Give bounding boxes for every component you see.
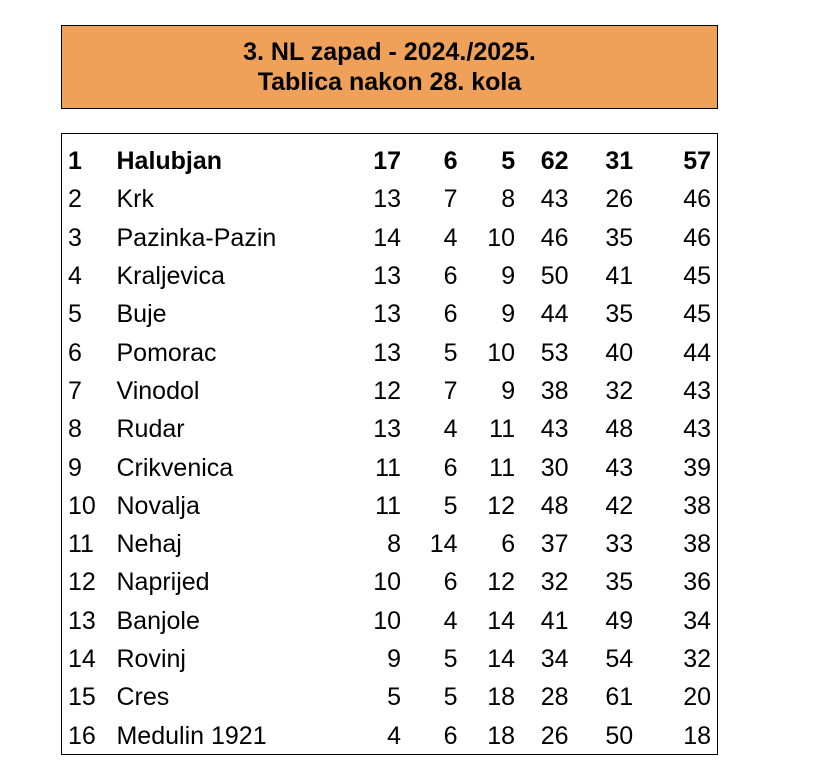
position-cell: 12 (68, 568, 96, 597)
goals-against-cell: 42 (605, 491, 634, 520)
won-cell: 13 (373, 300, 402, 329)
drawn-cell: 6 (443, 568, 458, 597)
points-cell: 57 (683, 147, 711, 176)
position-cell: 6 (68, 338, 82, 367)
goals-for-cell: 26 (540, 721, 569, 750)
goals-against-cell: 32 (605, 376, 634, 405)
position-cell: 3 (68, 223, 82, 252)
drawn-cell: 7 (443, 376, 458, 405)
goals-for-cell: 50 (540, 262, 569, 291)
won-cell: 11 (375, 453, 402, 482)
team-name-cell: Krk (116, 185, 154, 214)
goals-against-cell: 35 (605, 300, 634, 329)
table-row (62, 448, 719, 486)
team-name-cell: Cres (116, 683, 170, 712)
team-name-cell: Rudar (116, 415, 185, 444)
goals-for-cell: 30 (540, 453, 569, 482)
lost-cell: 9 (501, 376, 516, 405)
table-row (62, 257, 719, 295)
won-cell: 13 (373, 185, 402, 214)
standings-table (62, 142, 719, 755)
page-title: 3. NL zapad - 2024./2025. (243, 38, 536, 66)
points-cell: 45 (683, 262, 711, 291)
table-row (62, 410, 719, 448)
team-name-cell: Pazinka-Pazin (116, 223, 277, 252)
drawn-cell: 5 (443, 338, 458, 367)
points-cell: 38 (683, 530, 711, 559)
lost-cell: 5 (501, 147, 516, 176)
position-cell: 7 (68, 376, 82, 405)
won-cell: 9 (387, 645, 402, 673)
table-row (62, 563, 719, 601)
table-row (62, 333, 719, 371)
points-cell: 38 (683, 491, 711, 520)
points-cell: 45 (683, 300, 711, 329)
lost-cell: 12 (487, 491, 516, 520)
won-cell: 5 (387, 683, 402, 712)
points-cell: 39 (683, 453, 711, 482)
table-row (62, 487, 719, 525)
won-cell: 13 (373, 415, 402, 444)
drawn-cell: 4 (443, 415, 458, 444)
team-name-cell: Banjole (116, 606, 200, 635)
points-cell: 46 (683, 185, 711, 214)
won-cell: 12 (373, 376, 402, 405)
drawn-cell: 4 (443, 606, 458, 635)
points-cell: 20 (683, 683, 711, 712)
goals-for-cell: 28 (540, 683, 569, 712)
won-cell: 10 (373, 606, 402, 635)
lost-cell: 18 (487, 721, 516, 750)
table-row (62, 142, 719, 180)
drawn-cell: 6 (443, 721, 458, 750)
team-name-cell: Rovinj (116, 645, 186, 673)
drawn-cell: 6 (443, 453, 458, 482)
page-subtitle: Tablica nakon 28. kola (257, 68, 522, 96)
goals-for-cell: 48 (540, 491, 569, 520)
drawn-cell: 14 (429, 530, 458, 559)
lost-cell: 9 (501, 262, 516, 291)
goals-for-cell: 44 (540, 300, 569, 329)
table-row (62, 219, 719, 257)
goals-for-cell: 53 (540, 338, 569, 367)
goals-against-cell: 26 (605, 185, 634, 214)
lost-cell: 8 (501, 185, 516, 214)
team-name-cell: Medulin 1921 (116, 721, 267, 750)
position-cell: 9 (68, 453, 82, 482)
position-cell: 15 (68, 683, 96, 712)
table-row (62, 640, 719, 678)
drawn-cell: 5 (443, 683, 458, 712)
team-name-cell: Crikvenica (116, 453, 234, 482)
position-cell: 13 (68, 606, 96, 635)
position-cell: 14 (68, 645, 96, 673)
goals-against-cell: 61 (605, 683, 634, 712)
team-name-cell: Nehaj (116, 530, 182, 559)
standings-table-box (61, 133, 718, 755)
points-cell: 46 (683, 223, 711, 252)
points-cell: 34 (683, 606, 711, 635)
position-cell: 2 (68, 185, 82, 214)
table-row (62, 525, 719, 563)
goals-against-cell: 40 (605, 338, 634, 367)
position-cell: 16 (68, 721, 96, 750)
goals-against-cell: 41 (605, 262, 634, 291)
goals-against-cell: 48 (605, 415, 634, 444)
lost-cell: 18 (487, 683, 516, 712)
goals-against-cell: 50 (605, 721, 634, 750)
drawn-cell: 6 (443, 147, 458, 176)
table-row (62, 678, 719, 716)
team-name-cell: Kraljevica (116, 262, 225, 291)
position-cell: 10 (68, 491, 96, 520)
goals-for-cell: 32 (540, 568, 569, 597)
goals-for-cell: 38 (540, 376, 569, 405)
points-cell: 18 (683, 721, 711, 750)
points-cell: 36 (683, 568, 711, 597)
table-row (62, 180, 719, 218)
drawn-cell: 6 (443, 300, 458, 329)
won-cell: 8 (387, 530, 402, 559)
position-cell: 11 (68, 530, 94, 559)
table-row (62, 602, 719, 640)
goals-against-cell: 54 (605, 645, 634, 673)
points-cell: 44 (683, 338, 711, 367)
drawn-cell: 7 (443, 185, 458, 214)
won-cell: 4 (387, 721, 402, 750)
lost-cell: 11 (489, 453, 516, 482)
team-name-cell: Buje (116, 300, 167, 329)
goals-against-cell: 33 (605, 530, 634, 559)
lost-cell: 14 (487, 645, 516, 673)
lost-cell: 10 (487, 338, 516, 367)
goals-against-cell: 43 (605, 453, 634, 482)
goals-against-cell: 49 (605, 606, 634, 635)
points-cell: 43 (683, 415, 711, 444)
table-row (62, 295, 719, 333)
won-cell: 13 (373, 262, 402, 291)
won-cell: 11 (375, 491, 402, 520)
table-row (62, 716, 719, 754)
team-name-cell: Vinodol (116, 376, 200, 405)
goals-against-cell: 35 (605, 568, 634, 597)
lost-cell: 6 (501, 530, 516, 559)
won-cell: 17 (373, 147, 402, 176)
lost-cell: 10 (487, 223, 516, 252)
position-cell: 5 (68, 300, 82, 329)
team-name-cell: Pomorac (116, 338, 217, 367)
lost-cell: 12 (487, 568, 516, 597)
goals-for-cell: 37 (540, 530, 569, 559)
position-cell: 8 (68, 415, 82, 444)
standings-body (62, 142, 719, 755)
goals-against-cell: 31 (605, 147, 634, 176)
points-cell: 32 (683, 645, 711, 673)
position-cell: 4 (68, 262, 82, 291)
drawn-cell: 6 (443, 262, 458, 291)
goals-for-cell: 41 (540, 606, 569, 635)
table-row (62, 372, 719, 410)
won-cell: 14 (373, 223, 402, 252)
goals-for-cell: 34 (540, 645, 569, 673)
team-name-cell: Novalja (116, 491, 200, 520)
team-name-cell: Halubjan (116, 147, 223, 176)
won-cell: 10 (373, 568, 402, 597)
points-cell: 43 (683, 376, 711, 405)
lost-cell: 11 (489, 415, 516, 444)
table-header-banner (61, 25, 718, 109)
won-cell: 13 (373, 338, 402, 367)
goals-against-cell: 35 (605, 223, 634, 252)
lost-cell: 9 (501, 300, 516, 329)
position-cell: 1 (68, 147, 82, 176)
goals-for-cell: 43 (540, 415, 569, 444)
drawn-cell: 5 (443, 645, 458, 673)
team-name-cell: Naprijed (116, 568, 210, 597)
drawn-cell: 4 (443, 223, 458, 252)
drawn-cell: 5 (443, 491, 458, 520)
lost-cell: 14 (487, 606, 516, 635)
goals-for-cell: 62 (540, 147, 569, 176)
goals-for-cell: 46 (540, 223, 569, 252)
goals-for-cell: 43 (540, 185, 569, 214)
